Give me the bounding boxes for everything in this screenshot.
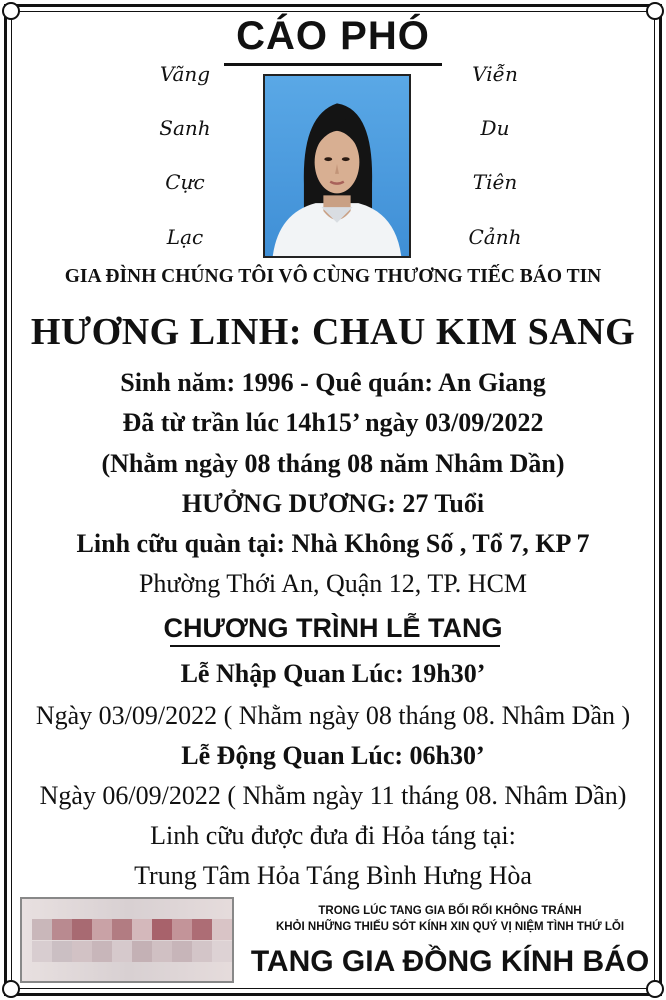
blur-cell bbox=[32, 919, 52, 940]
blur-cell bbox=[132, 941, 152, 962]
blurred-contact-box bbox=[20, 897, 234, 983]
blur-cell bbox=[192, 941, 212, 962]
blur-cell bbox=[32, 941, 52, 962]
side-word-right-1: Viễn bbox=[472, 62, 518, 86]
blur-cell bbox=[112, 941, 132, 962]
procession-time: Lễ Động Quan Lúc: 06h30’ bbox=[181, 741, 485, 770]
blur-cell bbox=[72, 919, 92, 940]
side-word-left-2: Sanh bbox=[159, 116, 211, 140]
age-text: HƯỞNG DƯƠNG: 27 Tuổi bbox=[181, 489, 485, 518]
blur-cell bbox=[172, 919, 192, 940]
location-line-1: Linh cữu quàn tại: Nhà Không Số , Tổ 7, KP 7 bbox=[76, 529, 590, 558]
encoffin-time: Lễ Nhập Quan Lúc: 19h30’ bbox=[180, 659, 486, 688]
corner-ornament-bottom-left bbox=[2, 980, 20, 998]
lunar-date-text: (Nhằm ngày 08 tháng 08 năm Nhâm Dần) bbox=[101, 449, 565, 478]
blur-cell bbox=[212, 919, 232, 940]
cremation-place: Trung Tâm Hỏa Táng Bình Hưng Hòa bbox=[134, 861, 532, 890]
encoffin-date: Ngày 03/09/2022 ( Nhằm ngày 08 tháng 08. Nhâm Dần ) bbox=[35, 701, 631, 730]
blur-cell bbox=[152, 941, 172, 962]
corner-ornament-bottom-right bbox=[646, 980, 664, 998]
cremation-label: Linh cữu được đưa đi Hỏa táng tại: bbox=[150, 821, 516, 850]
blur-cell bbox=[72, 941, 92, 962]
location-line-2: Phường Thới An, Quận 12, TP. HCM bbox=[138, 569, 528, 598]
birth-origin-text: Sinh năm: 1996 - Quê quán: An Giang bbox=[120, 368, 546, 397]
blur-cell bbox=[192, 919, 212, 940]
announcement-text: GIA ĐÌNH CHÚNG TÔI VÔ CÙNG THƯƠNG TIẾC BÁO TIN bbox=[64, 266, 602, 287]
side-word-right-3: Tiên bbox=[472, 170, 518, 194]
side-word-right-4: Cảnh bbox=[468, 225, 522, 249]
portrait-illustration bbox=[265, 76, 409, 256]
title-underline bbox=[224, 63, 442, 66]
notice-line-2: KHỎI NHỮNG THIẾU SÓT KÍNH XIN QUÝ VỊ NIỆM TÌNH THỨ LỖI bbox=[275, 921, 625, 933]
signoff-text: TANG GIA ĐỒNG KÍNH BÁO bbox=[250, 945, 650, 978]
blur-cell bbox=[52, 919, 72, 940]
notice-line-1: TRONG LÚC TANG GIA BỐI RỐI KHÔNG TRÁNH bbox=[318, 905, 582, 917]
blur-cell bbox=[112, 919, 132, 940]
blur-cell bbox=[92, 919, 112, 940]
blur-cell bbox=[212, 941, 232, 962]
blur-cell bbox=[132, 919, 152, 940]
blur-cell bbox=[152, 919, 172, 940]
deceased-name: HƯƠNG LINH: CHAU KIM SANG bbox=[30, 311, 636, 353]
blur-cell bbox=[52, 941, 72, 962]
side-word-left-3: Cực bbox=[165, 170, 205, 194]
blur-cell bbox=[92, 941, 112, 962]
side-word-left-4: Lạc bbox=[166, 225, 204, 249]
portrait-photo bbox=[263, 74, 411, 258]
blur-cell bbox=[172, 941, 192, 962]
side-word-left-1: Vãng bbox=[159, 62, 211, 86]
procession-date: Ngày 06/09/2022 ( Nhằm ngày 11 tháng 08. Nhâm Dần) bbox=[39, 781, 627, 810]
side-word-right-2: Du bbox=[480, 116, 510, 140]
page-title: CÁO PHÓ bbox=[236, 14, 430, 58]
passed-away-text: Đã từ trần lúc 14h15’ ngày 03/09/2022 bbox=[122, 408, 544, 437]
program-heading: CHƯƠNG TRÌNH LỄ TANG bbox=[163, 613, 503, 643]
program-underline bbox=[170, 645, 500, 647]
